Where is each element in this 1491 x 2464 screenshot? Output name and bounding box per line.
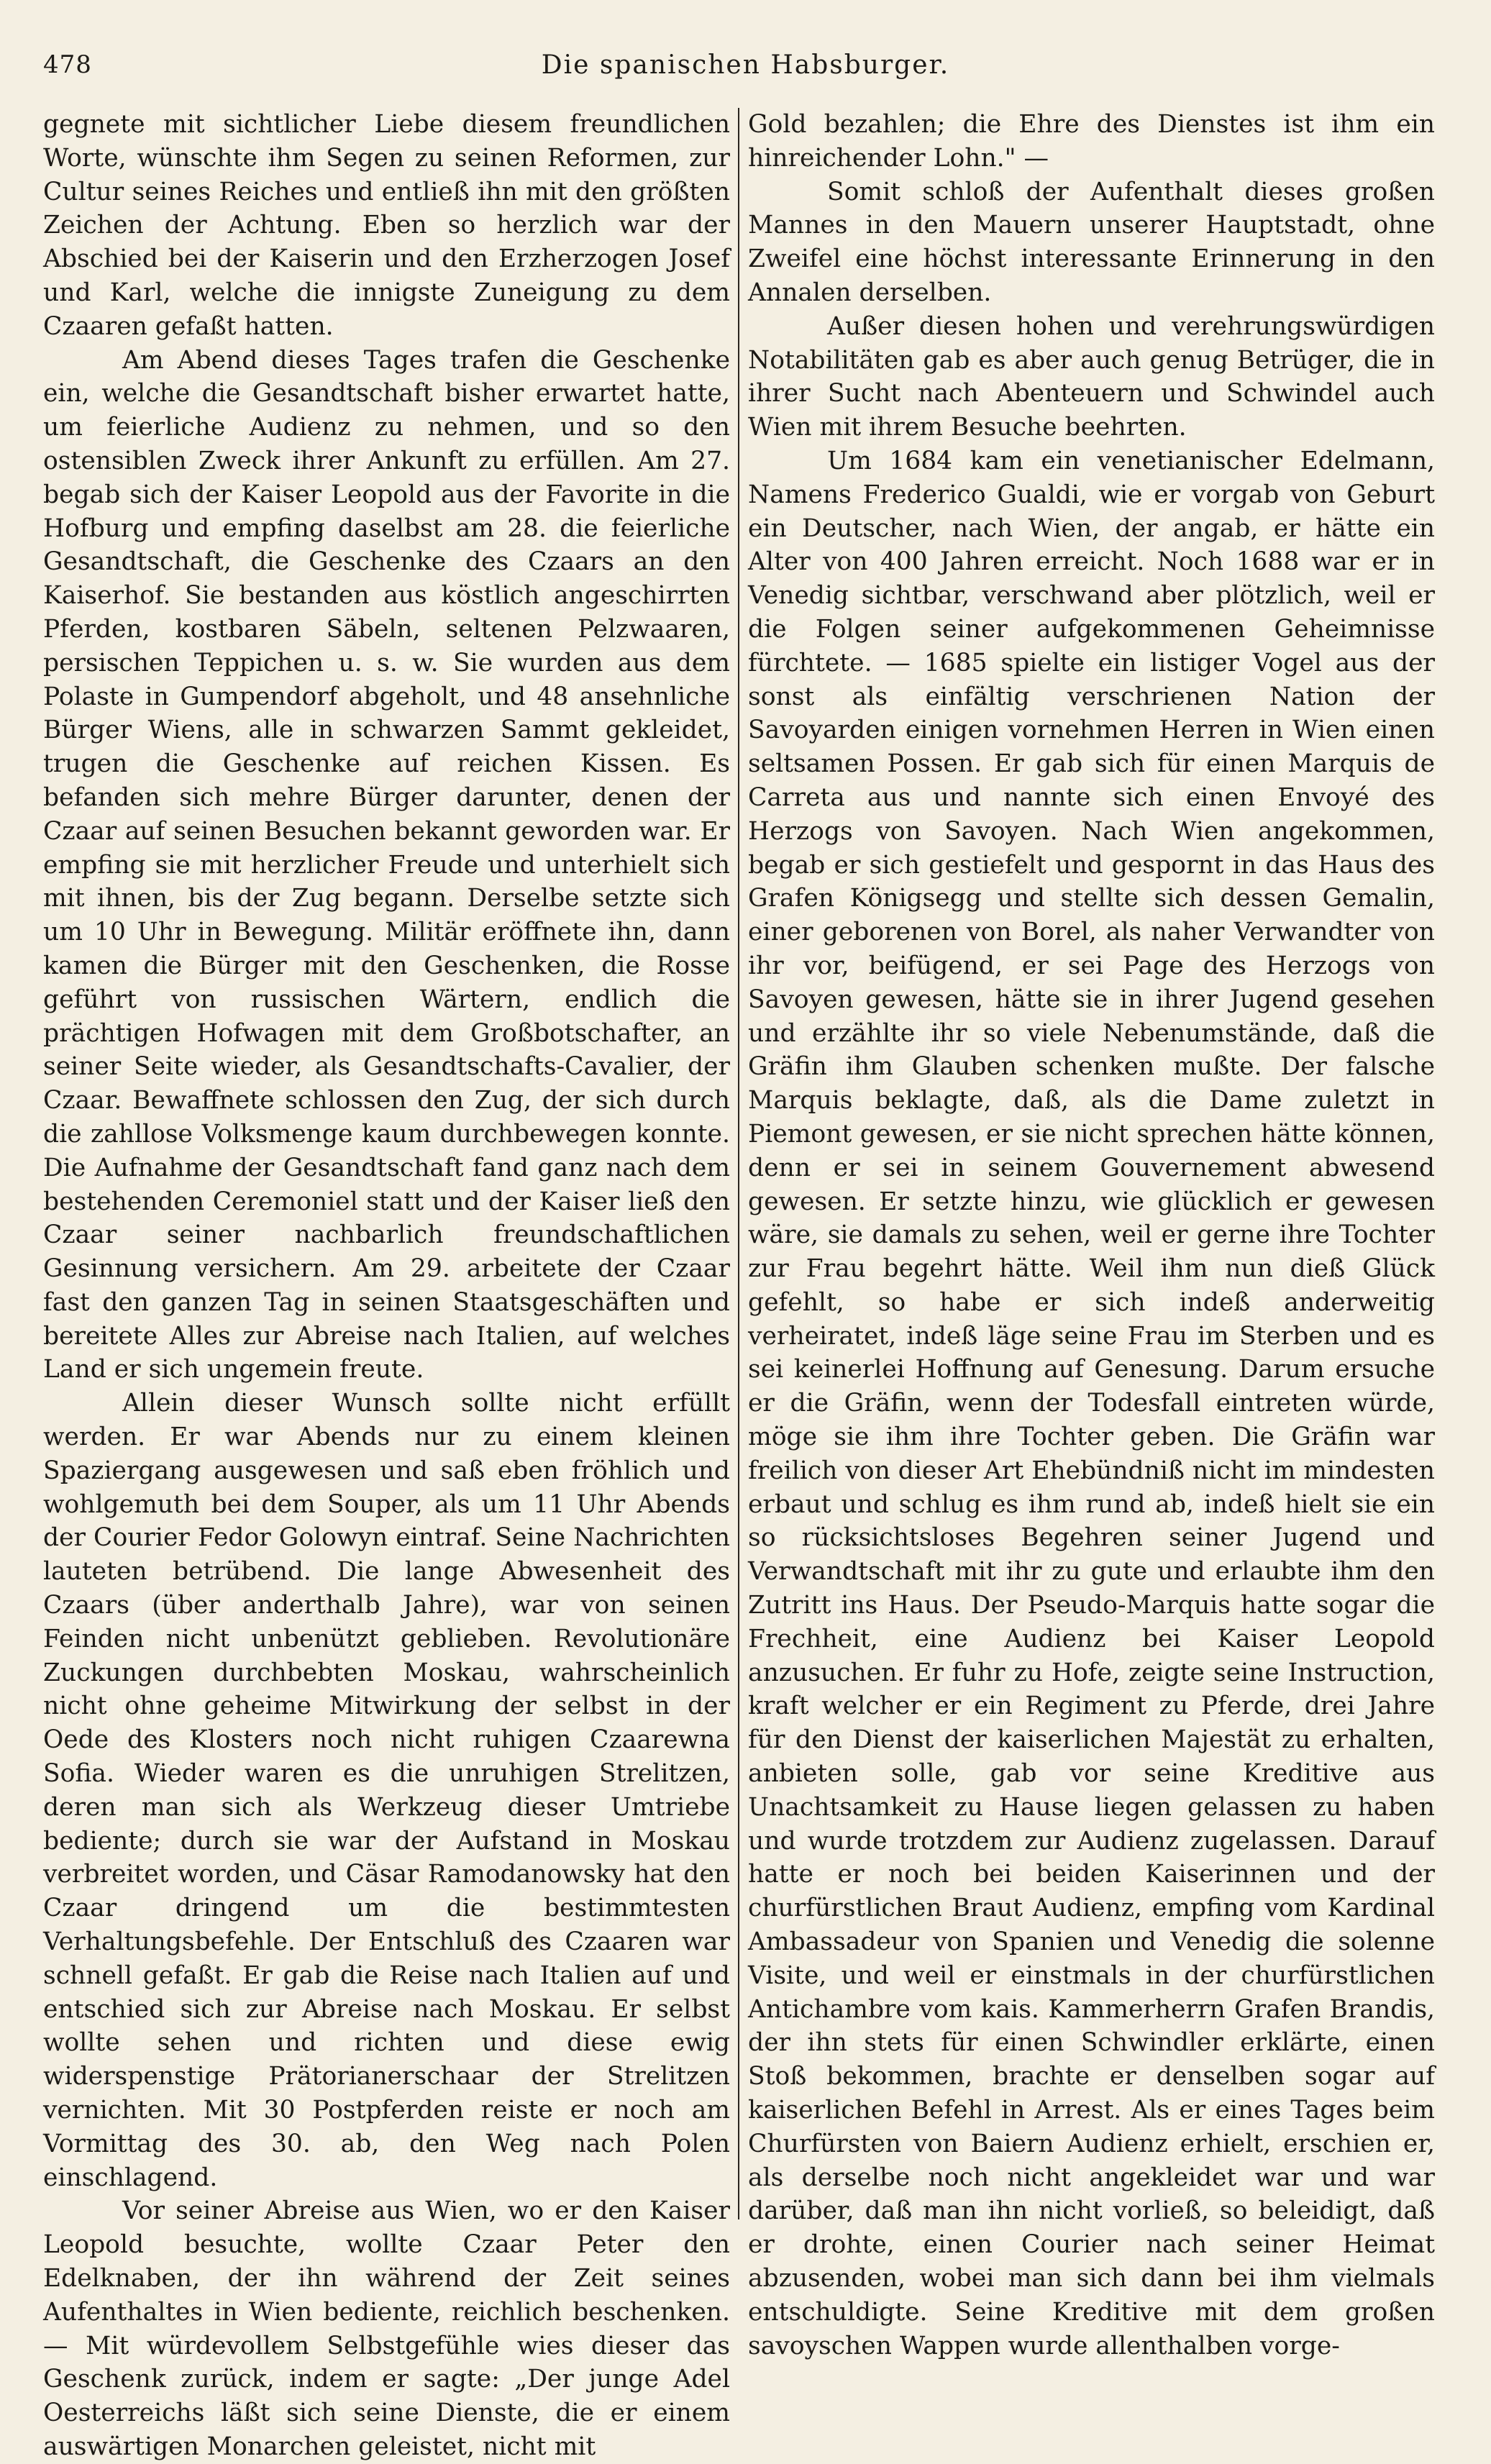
- left-column: [43, 108, 730, 2461]
- paragraph: Allein dieser Wunsch sollte nicht erfüllt werden. Er war Abends nur zu einem kleinen Spaziergang ausgewesen und saß eben fröhlich und wohlgemuth bei dem Souper, als um 11 Uhr Abends der Courier Fedor Golowyn eintraf. Seine Nachrichten lauteten betrübend. Die lange Abwesenheit des Czaars (über anderthalb Jahre), war von seinen Feinden nicht unbenützt geblieben. Revolutionäre Zuckungen durchbebten Moskau, wahrscheinlich nicht ohne geheime Mitwirkung der selbst in der Oede des Klosters noch nicht ruhigen Czaarewna Sofia. Wieder waren es die unruhigen Strelitzen, deren man sich als Werkzeug dieser Umtriebe bediente; durch sie war der Aufstand in Moskau verbreitet worden, und Cäsar Ramodanowsky hat den Czaar dringend um die bestimmtesten Verhaltungsbefehle. Der Entschluß des Czaaren war schnell gefaßt. Er gab die Reise nach Italien auf und entschied sich zur Abreise nach Moskau. Er selbst wollte sehen und richten und diese ewig widerspenstige Prätorianerschaar der Strelitzen vernichten. Mit 30 Postpferden reiste er noch am Vormittag des 30. ab, den Weg nach Polen einschlagend.: [43, 1389, 730, 2192]
- paragraph: Somit schloß der Aufenthalt dieses großen Mannes in den Mauern unserer Hauptstadt, ohne Zweifel eine höchst interessante Erinnerung in den Annalen derselben.: [748, 177, 1435, 307]
- running-title: Die spanischen Habsburger.: [541, 50, 950, 80]
- page-header: [43, 50, 1448, 93]
- paragraph: Vor seiner Abreise aus Wien, wo er den Kaiser Leopold besuchte, wollte Czaar Peter den Edelknaben, der ihn während der Zeit seines Aufenthaltes in Wien bediente, reichlich beschenken. — Mit würdevollem Selbstgefühle wies dieser das Geschenk zurück, indem er sagte: „Der junge Adel Oesterreichs läßt sich seine Dienste, die er einem auswärtigen Monarchen geleistet, nicht mit: [43, 2196, 730, 2461]
- page-number: 478: [43, 50, 92, 79]
- right-column: [748, 108, 1435, 2360]
- paragraph: Gold bezahlen; die Ehre des Dienstes ist ihm ein hinreichender Lohn." —: [748, 110, 1435, 173]
- paragraph: Um 1684 kam ein venetianischer Edelmann, Namens Frederico Gualdi, wie er vorgab von Geburt ein Deutscher, nach Wien, der angab, er hätte ein Alter von 400 Jahren erreicht. Noch 1688 war er in Venedig sichtbar, verschwand aber plötzlich, weil er die Folgen seiner aufgekommenen Geheimnisse fürchtete. — 1685 spielte ein listiger Vogel aus der sonst als einfältig verschrienen Nation der Savoyarden einigen vornehmen Herren in Wien einen seltsamen Possen. Er gab sich für einen Marquis de Carreta aus und nannte sich einen Envoyé des Herzogs von Savoyen. Nach Wien angekommen, begab er sich gestiefelt und gespornt in das Haus des Grafen Königsegg und stellte sich dessen Gemalin, einer geborenen von Borel, als naher Verwandter von ihr vor, beifügend, er sei Page des Herzogs von Savoyen gewesen, hätte sie in ihrer Jugend gesehen und erzählte ihr so viele Nebenumstände, daß die Gräfin ihm Glauben schenken mußte. Der falsche Marquis beklagte, daß, als die Dame zuletzt in Piemont gewesen, er sie nicht sprechen hätte können, denn er sei in seinem Gouvernement abwesend gewesen. Er setzte hinzu, wie glücklich er gewesen wäre, sie damals zu sehen, weil er gerne ihre Tochter zur Frau begehrt hätte. Weil ihm nun dieß Glück gefehlt, so habe er sich indeß anderweitig verheiratet, indeß läge seine Frau im Sterben und es sei keinerlei Hoffnung auf Genesung. Darum ersuche er die Gräfin, wenn der Todesfall eintreten würde, möge sie ihm ihre Tochter geben. Die Gräfin war freilich von dieser Art Ehebündniß nicht im mindesten erbaut und schlug es ihm rund ab, indeß hielt sie ein so rücksichtsloses Begehren seiner Jugend und Verwandtschaft mit ihr zu gute und erlaubte ihm den Zutritt ins Haus. Der Pseudo-Marquis hatte sogar die Frechheit, eine Audienz bei Kaiser Leopold anzusuchen. Er fuhr zu Hofe, zeigte seine Instruction, kraft welcher er ein Regiment zu Pferde, drei Jahre für den Dienst der kaiserlichen Majestät zu erhalten, anbieten solle, gab vor seine Kreditive aus Unachtsamkeit zu Hause liegen gelassen zu haben und wurde trotzdem zur Audienz zugelassen. Darauf hatte er noch bei beiden Kaiserinnen und der churfürstlichen Braut Audienz, empfing vom Kardinal Ambassadeur von Spanien und Venedig die solenne Visite, und weil er einstmals in der churfürstlichen Antichambre vom kais. Kammerherrn Grafen Brandis, der ihn stets für einen Schwindler erklärte, einen Stoß bekommen, brachte er denselben sogar auf kaiserlichen Befehl in Arrest. Als er eines Tages beim Churfürsten von Baiern Audienz erhielt, erschien er, als derselbe noch nicht angekleidet war und war darüber, daß man ihn nicht vorließ, so beleidigt, daß er drohte, einen Courier nach seiner Heimat abzusenden, wobei man sich dann bei ihm vielmals entschuldigte. Seine Kreditive mit dem großen savoyschen Wappen wurde allenthalben vorge-: [748, 446, 1435, 2360]
- column-divider: [738, 108, 739, 2219]
- paragraph: Am Abend dieses Tages trafen die Geschenke ein, welche die Gesandtschaft bisher erwartet hatte, um feierliche Audienz zu nehmen, und so den ostensiblen Zweck ihrer Ankunft zu erfüllen. Am 27. begab sich der Kaiser Leopold aus der Favorite in die Hofburg und empfing daselbst am 28. die feierliche Gesandtschaft, die Geschenke des Czaars an den Kaiserhof. Sie bestanden aus köstlich angeschirrten Pferden, kostbaren Säbeln, seltenen Pelzwaaren, persischen Teppichen u. s. w. Sie wurden aus dem Polaste in Gumpendorf abgeholt, und 48 ansehnliche Bürger Wiens, alle in schwarzen Sammt gekleidet, trugen die Geschenke auf reichen Kissen. Es befanden sich mehre Bürger darunter, denen der Czaar auf seinen Besuchen bekannt geworden war. Er empfing sie mit herzlicher Freude und unterhielt sich mit ihnen, bis der Zug begann. Derselbe setzte sich um 10 Uhr in Bewegung. Militär eröffnete ihn, dann kamen die Bürger mit den Geschenken, die Rosse geführt von russischen Wärtern, endlich die prächtigen Hofwagen mit dem Großbotschafter, an seiner Seite wieder, als Gesandtschafts-Cavalier, der Czaar. Bewaffnete schlossen den Zug, der sich durch die zahllose Volksmenge kaum durchbewegen konnte. Die Aufnahme der Gesandtschaft fand ganz nach dem bestehenden Ceremoniel statt und der Kaiser ließ den Czaar seiner nachbarlich freundschaftlichen Gesinnung versichern. Am 29. arbeitete der Czaar fast den ganzen Tag in seinen Staatsgeschäften und bereitete Alles zur Abreise nach Italien, auf welches Land er sich ungemein freute.: [43, 345, 730, 1384]
- paragraph: Außer diesen hohen und verehrungswürdigen Notabilitäten gab es aber auch genug Betrüger, die in ihrer Sucht nach Abenteuern und Schwindel auch Wien mit ihrem Besuche beehrten.: [748, 311, 1435, 442]
- paragraph: gegnete mit sichtlicher Liebe diesem freundlichen Worte, wünschte ihm Segen zu seinen Reformen, zur Cultur seines Reiches und entließ ihn mit den größten Zeichen der Achtung. Eben so herzlich war der Abschied bei der Kaiserin und den Erzherzogen Josef und Karl, welche die innigste Zuneigung zu dem Czaaren gefaßt hatten.: [43, 110, 730, 341]
- text-columns: [43, 108, 1469, 2461]
